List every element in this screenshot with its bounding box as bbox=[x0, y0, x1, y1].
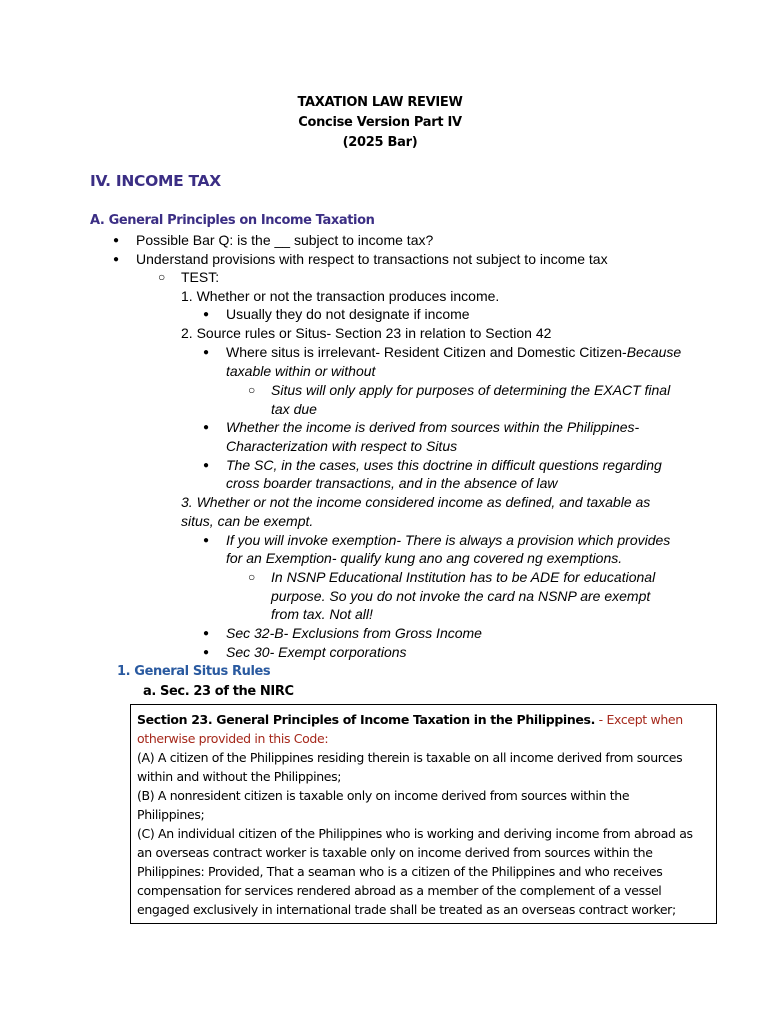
title-line-3: (2025 Bar) bbox=[342, 135, 418, 150]
numbered-continuation: situs, can be exempt. bbox=[181, 513, 314, 529]
section-text-line: (C) An individual citizen of the Philippines who is working and deriving income from abroad as bbox=[137, 826, 693, 841]
title-line-2: Concise Version Part IV bbox=[298, 115, 462, 130]
section-text-line: compensation for services rendered abroad as a member of the complement of a vessel bbox=[137, 883, 662, 898]
sub-bullet-item: ○ Situs will only apply for purposes of determining the EXACT final bbox=[271, 381, 670, 400]
section-text-line: Philippines: Provided, That a seaman who is a citizen of the Philippines and who receives bbox=[137, 864, 663, 879]
heading-sec-23: a. Sec. 23 of the NIRC bbox=[143, 684, 294, 699]
sub-bullet-continuation: from tax. Not all! bbox=[271, 606, 373, 622]
heading-general-situs-rules: 1. General Situs Rules bbox=[117, 664, 271, 679]
bullet-continuation: cross boarder transactions, and in the absence of law bbox=[226, 475, 558, 491]
bullet-item: ● Usually they do not designate if income bbox=[226, 305, 470, 324]
sub-bullet-item: ○ In NSNP Educational Institution has to be ADE for educational bbox=[271, 568, 655, 587]
bullet-continuation: taxable within or without bbox=[226, 363, 376, 379]
bullet-item: ● Understand provisions with respect to transactions not subject to income tax bbox=[136, 250, 608, 269]
bullet-continuation: for an Exemption- qualify kung ano ang covered ng exemptions. bbox=[226, 550, 623, 566]
text-italic: Because bbox=[626, 344, 682, 360]
section-text-line: Philippines; bbox=[137, 807, 205, 822]
section-23-heading bbox=[137, 710, 683, 729]
title-line-1: TAXATION LAW REVIEW bbox=[297, 95, 463, 110]
section-23-title: Section 23. General Principles of Income Taxation in the Philippines. bbox=[137, 712, 596, 727]
section-text-line: engaged exclusively in international trade shall be treated as an overseas contract worker; bbox=[137, 902, 676, 917]
bullet-item: ● Possible Bar Q: is the __ subject to income tax? bbox=[136, 231, 433, 250]
bullet-item: ● Sec 32-B- Exclusions from Gross Income bbox=[226, 624, 482, 643]
bullet-item: ● Sec 30- Exempt corporations bbox=[226, 643, 407, 662]
section-text-line: within and without the Philippines; bbox=[137, 769, 342, 784]
except-clause-continuation: otherwise provided in this Code: bbox=[137, 731, 329, 746]
section-text-line: (A) A citizen of the Philippines residing therein is taxable on all income derived from sources bbox=[137, 750, 683, 765]
bullet-item: ● If you will invoke exemption- There is always a provision which provides bbox=[226, 531, 670, 550]
bullet-item: ● The SC, in the cases, uses this doctrine in difficult questions regarding bbox=[226, 456, 662, 475]
numbered-item: 1. Whether or not the transaction produces income. bbox=[181, 288, 500, 304]
text-plain: Where situs is irrelevant- Resident Citizen and Domestic Citizen- bbox=[226, 344, 627, 360]
except-clause: Except when bbox=[606, 712, 683, 727]
section-text-line: an overseas contract worker is taxable only on income derived from sources within the bbox=[137, 845, 653, 860]
heading-general-principles: A. General Principles on Income Taxation bbox=[90, 213, 375, 228]
bullet-continuation: Characterization with respect to Situs bbox=[226, 438, 458, 454]
heading-income-tax: IV. INCOME TAX bbox=[90, 172, 221, 190]
title-separator: - bbox=[595, 712, 607, 727]
bullet-item: ● Whether the income is derived from sources within the Philippines- bbox=[226, 418, 639, 437]
sub-bullet-item: ○ TEST: bbox=[181, 268, 219, 287]
bullet-item bbox=[226, 343, 681, 362]
numbered-item: 2. Source rules or Situs- Section 23 in relation to Section 42 bbox=[181, 325, 552, 341]
document-title bbox=[0, 93, 760, 153]
sub-bullet-continuation: purpose. So you do not invoke the card na NSNP are exempt bbox=[271, 588, 651, 604]
section-text-line: (B) A nonresident citizen is taxable only on income derived from sources within the bbox=[137, 788, 630, 803]
sub-bullet-continuation: tax due bbox=[271, 401, 317, 417]
numbered-item: 3. Whether or not the income considered income as defined, and taxable as bbox=[181, 494, 651, 510]
